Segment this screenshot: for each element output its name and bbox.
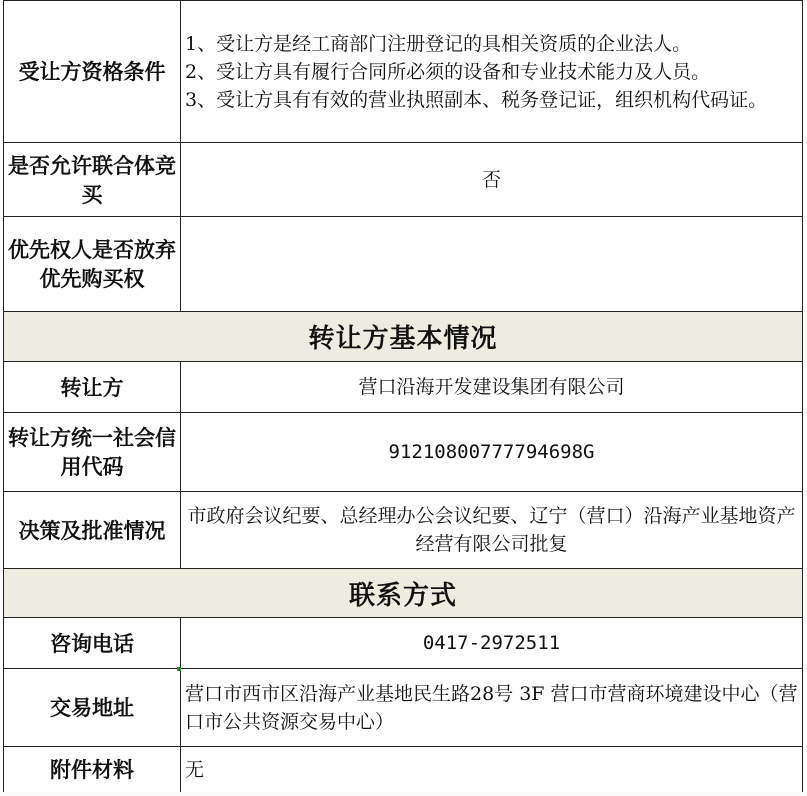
- table-row: [4, 217, 803, 312]
- decision-value: 市政府会议纪要、总经理办公会议纪要、辽宁（营口）沿海产业基地资产经营有限公司批复: [181, 492, 803, 569]
- consortium-value: 否: [181, 143, 803, 217]
- qualification-value: [181, 1, 803, 143]
- cell-comment-marker: [177, 667, 181, 671]
- credit-code-value: 91210800777794698G: [181, 413, 803, 492]
- qualification-line-3: 3、受让方具有有效的营业执照副本、税务登记证，组织机构代码证。: [185, 88, 768, 111]
- qualification-line-1: 1、受让方是经工商部门注册登记的具相关资质的企业法人。: [185, 32, 692, 55]
- preemptive-label: 优先权人是否放弃优先购买权: [4, 217, 181, 312]
- transferor-section-header: 转让方基本情况: [4, 312, 803, 362]
- table-row: [4, 413, 803, 492]
- credit-code-label: 转让方统一社会信用代码: [4, 413, 181, 492]
- preemptive-value: [181, 217, 803, 312]
- sheet-bottom-edge: [0, 792, 807, 796]
- attachment-label: 附件材料: [4, 747, 181, 793]
- phone-label: 咨询电话: [4, 618, 181, 669]
- decision-label: 决策及批准情况: [4, 492, 181, 569]
- transferor-name-value: 营口沿海开发建设集团有限公司: [181, 362, 803, 413]
- table-row: [4, 312, 803, 362]
- consortium-label: 是否允许联合体竞买: [4, 143, 181, 217]
- transferor-name-label: 转让方: [4, 362, 181, 413]
- table-row: [4, 143, 803, 217]
- table-row: [4, 492, 803, 569]
- table-row: [4, 747, 803, 793]
- table-row: [4, 569, 803, 618]
- table-row: [4, 362, 803, 413]
- address-label: 交易地址: [4, 669, 181, 747]
- contact-section-header: 联系方式: [4, 569, 803, 618]
- table-row: [4, 1, 803, 143]
- qualification-line-2: 2、受让方具有履行合同所必须的设备和专业技术能力及人员。: [185, 60, 711, 83]
- transfer-info-table: [3, 0, 803, 793]
- attachment-value: 无: [181, 747, 803, 793]
- address-value: 营口市西市区沿海产业基地民生路28号 3F 营口市营商环境建设中心（营口市公共资源交易中心）: [181, 669, 803, 747]
- qualification-label: 受让方资格条件: [4, 1, 181, 143]
- table-row: [4, 618, 803, 669]
- table-row: [4, 669, 803, 747]
- phone-value: 0417-2972511: [181, 618, 803, 669]
